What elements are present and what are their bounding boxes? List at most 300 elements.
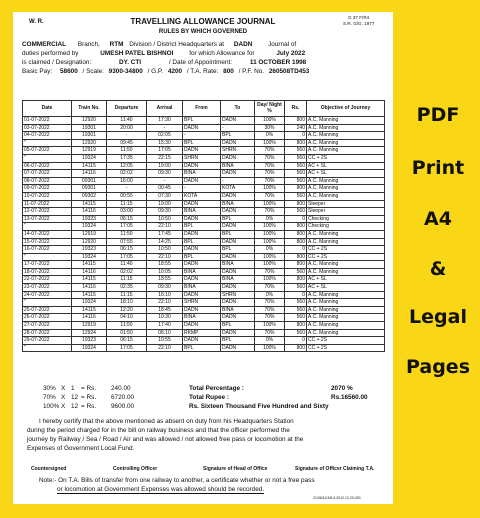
table-cell: A.C. Manning (307, 132, 385, 140)
table-cell: 800 (285, 200, 307, 208)
table-cell: 22:10 (147, 344, 183, 352)
table-cell: 11:50 (107, 230, 147, 238)
table-cell: 09:30 (147, 170, 183, 178)
table-cell: 11:50 (107, 147, 147, 155)
table-cell: CC + 2S (307, 154, 385, 162)
table-cell: 26-07-2022 (23, 314, 72, 322)
table-row (23, 322, 385, 330)
table-cell: " (23, 154, 72, 162)
table-cell: 02:02 (107, 170, 147, 178)
pf-label: / P.F. No. (238, 68, 265, 75)
table-cell: 100% (255, 261, 285, 269)
table-cell: Checking (307, 215, 385, 223)
scale-label: / Scale: (82, 68, 104, 75)
table-cell: DADN (221, 238, 255, 246)
side-word-print: Print (411, 157, 465, 179)
side-word-pdf: PDF (416, 104, 460, 126)
table-cell: 18:45 (147, 306, 183, 314)
table-cell: BINA (183, 208, 221, 216)
table-cell: CC + 2S (307, 246, 385, 254)
certificate-line-1: I hereby certify that the above mentioned as absent on duty from his Headquarters Station (39, 418, 294, 425)
table-cell: 11:40 (107, 117, 147, 125)
ta-journal-document (13, 12, 393, 504)
table-cell: BINA (183, 170, 221, 178)
table-cell: 0% (255, 246, 285, 254)
table-cell: 100% (255, 200, 285, 208)
total-percentage-label: Total Percentage : (189, 385, 244, 392)
table-cell: 09301 (72, 185, 107, 193)
table-cell: KOTA (221, 185, 255, 193)
table-cell: CC + 2S (307, 344, 385, 352)
col-header: Arrival (147, 101, 183, 117)
table-cell: BPL (221, 230, 255, 238)
table-cell: 07-07-2022 (23, 170, 72, 178)
side-word-a4: A4 (424, 208, 452, 230)
table-cell: " (23, 344, 72, 352)
table-cell: - (221, 124, 255, 132)
col-header: Date (23, 101, 72, 117)
table-cell: BINA (183, 314, 221, 322)
table-cell: BINA (221, 200, 255, 208)
pay-scale: 9300-34800 (108, 68, 143, 75)
table-cell: 14:25 (147, 238, 183, 246)
table-cell: 19324 (72, 253, 107, 261)
table-cell: 70% (255, 154, 285, 162)
table-cell: DADN (183, 230, 221, 238)
countersigned-label: Countersigned (31, 466, 67, 472)
table-cell: 17:35 (107, 154, 147, 162)
table-row (23, 177, 385, 185)
table-cell: DADN (183, 276, 221, 284)
table-cell: 17:45 (147, 230, 183, 238)
certificate-line-4: Expenses of Government Local Fund. (27, 445, 135, 452)
table-cell: 12-07-2022 (23, 208, 72, 216)
header-left-code: W. R. (29, 19, 44, 25)
table-cell: 100% (255, 238, 285, 246)
table-cell: DADN (183, 215, 221, 223)
table-cell: 14116 (72, 208, 107, 216)
document-subtitle: RULES BY WHICH GOVERNED (158, 29, 248, 35)
table-cell: 09301 (72, 177, 107, 185)
table-cell: 22:15 (147, 154, 183, 162)
table-cell: 100% (255, 139, 285, 147)
head-of-office-label: Signature of Head of Office (203, 466, 268, 472)
table-cell: 03-07-2022 (23, 124, 72, 132)
table-cell: CC + 2S (307, 253, 385, 261)
table-cell: - (107, 185, 147, 193)
table-cell: 01:50 (107, 329, 147, 337)
table-cell: 22:10 (147, 253, 183, 261)
table-cell: 14115 (72, 162, 107, 170)
table-row (23, 268, 385, 276)
table-cell: 0% (255, 337, 285, 345)
table-row (23, 329, 385, 337)
total-percentage: 2070 % (331, 385, 353, 392)
table-cell: 17:05 (107, 344, 147, 352)
table-row (23, 314, 385, 322)
table-row (23, 337, 385, 345)
table-cell: 800 (285, 185, 307, 193)
table-cell: 06:15 (107, 246, 147, 254)
table-cell: - (147, 177, 183, 185)
table-row (23, 154, 385, 162)
table-cell: A.C. Manning (307, 268, 385, 276)
table-cell: DADN (183, 306, 221, 314)
grade-pay-label: / G.P. (147, 68, 164, 75)
table-cell: 800 (285, 139, 307, 147)
table-cell: AC + SL (307, 162, 385, 170)
table-cell: 13-07-2022 (23, 215, 72, 223)
table-cell: BINA (221, 261, 255, 269)
table-cell: 0 (285, 215, 307, 223)
table-cell: 14115 (72, 261, 107, 269)
table-cell: BPL (221, 246, 255, 254)
journey-table (22, 100, 385, 352)
summary-line-2: 70% X 12 = Rs. 6720.00 (43, 394, 135, 401)
table-cell: BPL (221, 337, 255, 345)
department: COMMERCIAL (22, 41, 67, 48)
duties-label: duties performed by (22, 50, 79, 57)
table-cell: 560 (285, 162, 307, 170)
table-cell: - (183, 132, 221, 140)
table-cell: A.C. Manning (307, 177, 385, 185)
table-cell: 30% (255, 124, 285, 132)
table-cell: 0 (285, 246, 307, 254)
table-cell: 0 (285, 291, 307, 299)
table-row (23, 147, 385, 155)
table-cell: 14116 (72, 170, 107, 178)
designation-label: is claimed / Designation: (22, 59, 92, 66)
table-row (23, 185, 385, 193)
table-cell: 09:30 (147, 284, 183, 292)
table-cell: A.C. Manning (307, 139, 385, 147)
table-cell: 11:15 (107, 291, 147, 299)
table-cell: 11:40 (107, 261, 147, 269)
table-cell: DADN (221, 208, 255, 216)
table-cell: 09302 (72, 192, 107, 200)
table-cell: BPL (221, 215, 255, 223)
table-cell: 10:05 (147, 268, 183, 276)
table-cell: 12924 (72, 329, 107, 337)
table-cell: BPL (221, 132, 255, 140)
employee-name: UMESH PATEL BISHNOI (100, 50, 174, 57)
table-cell: BINA (221, 276, 255, 284)
table-cell: 09:30 (147, 208, 183, 216)
total-rupee-label: Total Rupee : (189, 394, 230, 401)
table-cell: BINA (221, 306, 255, 314)
table-cell: 19301 (72, 132, 107, 140)
table-row (23, 284, 385, 292)
table-cell: 800 (285, 223, 307, 231)
note-line-1: Note:- On T.A. Bills of transfer from one railway to another, a certificate whether or not a free pass (39, 477, 315, 484)
table-cell: 18-07-2022 (23, 268, 72, 276)
table-cell: 100% (255, 223, 285, 231)
table-cell: 100% (255, 344, 285, 352)
table-cell: AC + SL (307, 276, 385, 284)
pf-number: 260508TD453 (268, 68, 310, 75)
ta-rate-label: / T.A. Rate: (186, 68, 219, 75)
table-cell: 560 (285, 284, 307, 292)
table-cell: 24-07-2022 (23, 291, 72, 299)
claim-month: July 2022 (276, 50, 306, 57)
table-cell: 560 (285, 306, 307, 314)
table-cell: 09:45 (107, 139, 147, 147)
table-cell: 07:30 (147, 192, 183, 200)
table-cell: 10:50 (147, 215, 183, 223)
table-cell: 12919 (72, 147, 107, 155)
table-cell: BINA (183, 284, 221, 292)
table-cell: 22:10 (147, 223, 183, 231)
table-cell: 100% (255, 253, 285, 261)
table-cell: 0% (255, 215, 285, 223)
table-cell: DADN (221, 268, 255, 276)
table-cell: A.C. Manning (307, 117, 385, 125)
branch-label: Branch, (77, 41, 100, 48)
table-cell: " (23, 253, 72, 261)
table-cell: 560 (285, 177, 307, 185)
table-cell: DADN (221, 223, 255, 231)
col-header: Objective of Journey (307, 101, 385, 117)
table-cell: 15:30 (147, 139, 183, 147)
total-rupee: Rs.16560.00 (331, 394, 368, 401)
table-row (23, 238, 385, 246)
table-cell: 19324 (72, 299, 107, 307)
side-word-pages: Pages (405, 356, 471, 378)
side-word-ampersand: & (429, 258, 447, 280)
table-cell: DADN (183, 291, 221, 299)
table-row (23, 208, 385, 216)
table-cell: 03:00 (107, 208, 147, 216)
col-header: Rs. (285, 101, 307, 117)
table-cell: BPL (183, 253, 221, 261)
basic-pay-label: Basic Pay: (22, 68, 53, 75)
table-cell: DADN (183, 246, 221, 254)
table-cell: CC + 2S (307, 337, 385, 345)
table-cell: 08-07-2022 (23, 177, 72, 185)
info-line-2 (22, 51, 305, 57)
table-cell: AC + SL (307, 170, 385, 178)
table-cell: 20:00 (107, 124, 147, 132)
table-cell: 19324 (72, 223, 107, 231)
table-cell: BPL (183, 139, 221, 147)
table-row (23, 132, 385, 140)
table-cell: DADN (221, 117, 255, 125)
basic-pay: 58600 (59, 68, 78, 75)
table-cell: 06:10 (147, 329, 183, 337)
table-cell: 11:15 (107, 276, 147, 284)
table-cell: 11:15 (107, 200, 147, 208)
table-cell: BPL (183, 238, 221, 246)
table-cell: 70% (255, 284, 285, 292)
table-cell: 14-07-2022 (23, 230, 72, 238)
table-cell: Sleeper (307, 200, 385, 208)
table-row (23, 291, 385, 299)
table-cell: DADN (183, 337, 221, 345)
table-cell: 10:55 (147, 337, 183, 345)
table-cell: 10:30 (147, 314, 183, 322)
table-cell: 14116 (72, 314, 107, 322)
form-number: G 37 F/R4 (348, 15, 370, 20)
summary-line-1: 30% X 1 = Rs. 240.00 (43, 385, 131, 392)
table-row (23, 223, 385, 231)
table-cell: A.C. Manning (307, 329, 385, 337)
table-cell: 12920 (72, 139, 107, 147)
table-cell: SHRN (221, 291, 255, 299)
table-cell: 23-07-2022 (23, 284, 72, 292)
ta-rate: 800 (223, 68, 234, 75)
grade-pay: 4200 (167, 68, 183, 75)
table-cell: 06:15 (107, 215, 147, 223)
table-cell: 100% (255, 276, 285, 284)
table-cell: Sleeper (307, 208, 385, 216)
table-cell: 240 (285, 124, 307, 132)
table-cell: BPL (183, 117, 221, 125)
table-cell: 17:05 (107, 253, 147, 261)
table-cell: 70% (255, 177, 285, 185)
table-cell: 70% (255, 192, 285, 200)
table-cell: 10:50 (147, 246, 183, 254)
table-cell: 18:55 (147, 276, 183, 284)
table-cell: 17:05 (147, 147, 183, 155)
table-cell: 800 (285, 276, 307, 284)
note-line-2: or locomotion at Government Expenses was allowed should be recorded. (57, 486, 265, 493)
table-cell: 560 (285, 329, 307, 337)
table-cell: 14116 (72, 268, 107, 276)
table-cell: 18:10 (107, 299, 147, 307)
table-cell: - (221, 177, 255, 185)
table-cell: 70% (255, 329, 285, 337)
table-cell: 70% (255, 147, 285, 155)
table-row (23, 306, 385, 314)
table-cell: DADN (221, 170, 255, 178)
table-cell: DADN (221, 154, 255, 162)
table-cell: 800 (285, 253, 307, 261)
table-cell: " (23, 223, 72, 231)
table-cell: 02:02 (107, 268, 147, 276)
table-cell: 70% (255, 170, 285, 178)
table-cell: 800 (285, 344, 307, 352)
table-row (23, 139, 385, 147)
table-cell: 560 (285, 299, 307, 307)
table-cell: " (23, 299, 72, 307)
table-cell: A.C. Manning (307, 147, 385, 155)
table-cell: 14115 (72, 306, 107, 314)
table-cell: 560 (285, 170, 307, 178)
table-cell: DADN (183, 124, 221, 132)
table-cell: DADN (221, 192, 255, 200)
table-cell: 70% (255, 306, 285, 314)
table-cell: A.C. Manning (307, 230, 385, 238)
table-cell: 12:20 (107, 306, 147, 314)
table-cell: A.C. Manning (307, 261, 385, 269)
info-line-4 (22, 69, 309, 75)
table-cell: 18:55 (147, 261, 183, 269)
table-cell: 0 (285, 132, 307, 140)
table-cell: 100% (255, 117, 285, 125)
table-cell: " (23, 139, 72, 147)
hq-short: RTM (109, 41, 124, 48)
table-cell: - (147, 124, 183, 132)
controlling-officer-label: Controlling Officer (113, 466, 158, 472)
table-cell: 12919 (72, 322, 107, 330)
table-header-row (23, 101, 385, 117)
table-cell: 800 (285, 261, 307, 269)
headquarters: DADN (233, 41, 253, 48)
table-cell: DADN (221, 139, 255, 147)
table-cell: 02:35 (107, 284, 147, 292)
table-cell: 00:55 (107, 192, 147, 200)
table-cell: 17:05 (107, 223, 147, 231)
table-cell: 06-07-2022 (23, 162, 72, 170)
table-row (23, 276, 385, 284)
table-cell: 19323 (72, 246, 107, 254)
table-cell: 800 (285, 322, 307, 330)
table-cell: A.C. Manning (307, 192, 385, 200)
table-cell: 0% (255, 291, 285, 299)
table-row (23, 344, 385, 352)
table-row (23, 299, 385, 307)
table-cell: 800 (285, 238, 307, 246)
table-cell: 15-07-2022 (23, 238, 72, 246)
table-cell: 10-07-2022 (23, 192, 72, 200)
table-row (23, 117, 385, 125)
table-cell: 12920 (72, 117, 107, 125)
table-cell: 17:40 (147, 322, 183, 330)
table-cell: SHRN (183, 299, 221, 307)
table-cell: - (107, 132, 147, 140)
table-row (23, 192, 385, 200)
side-word-legal: Legal (409, 306, 467, 328)
table-cell: 12919 (72, 230, 107, 238)
table-cell: DADN (183, 162, 221, 170)
table-cell: DADN (183, 322, 221, 330)
table-cell: KOTA (183, 192, 221, 200)
table-cell: 11:50 (107, 322, 147, 330)
certificate-line-2: during the period charged for in the bill on railway business and that the officer performed the (27, 427, 290, 434)
table-cell: 07:55 (107, 238, 147, 246)
table-cell: 09-07-2022 (23, 185, 72, 193)
table-cell: A.C. Manning (307, 124, 385, 132)
table-cell: 17-07-2022 (23, 261, 72, 269)
table-cell: DADN (221, 284, 255, 292)
table-cell: 14115 (72, 276, 107, 284)
table-cell: 16-07-2022 (23, 246, 72, 254)
table-cell: 19323 (72, 337, 107, 345)
table-row (23, 200, 385, 208)
table-cell: 25-07-2022 (23, 306, 72, 314)
table-cell: A.C. Manning (307, 185, 385, 193)
table-cell: A.C. Manning (307, 314, 385, 322)
amount-in-words: Rs. Sixteen Thousand Five Hundred and Sixty (189, 403, 329, 410)
table-cell: DADN (221, 344, 255, 352)
table-cell: 70% (255, 268, 285, 276)
table-cell: 19301 (72, 124, 107, 132)
table-cell: 04-07-2022 (23, 132, 72, 140)
table-cell: BINA (221, 162, 255, 170)
allowance-label: for which Allowance for (189, 50, 255, 57)
table-cell: Checking (307, 223, 385, 231)
table-cell: 560 (285, 147, 307, 155)
col-header: Departure (107, 101, 147, 117)
table-cell: BPL (183, 344, 221, 352)
table-row (23, 162, 385, 170)
table-cell: 22:10 (147, 299, 183, 307)
table-cell: BINA (183, 268, 221, 276)
table-cell: SHRN (221, 147, 255, 155)
table-cell: 22-07-2022 (23, 276, 72, 284)
table-cell: 14115 (72, 291, 107, 299)
table-cell: 16:10 (147, 291, 183, 299)
